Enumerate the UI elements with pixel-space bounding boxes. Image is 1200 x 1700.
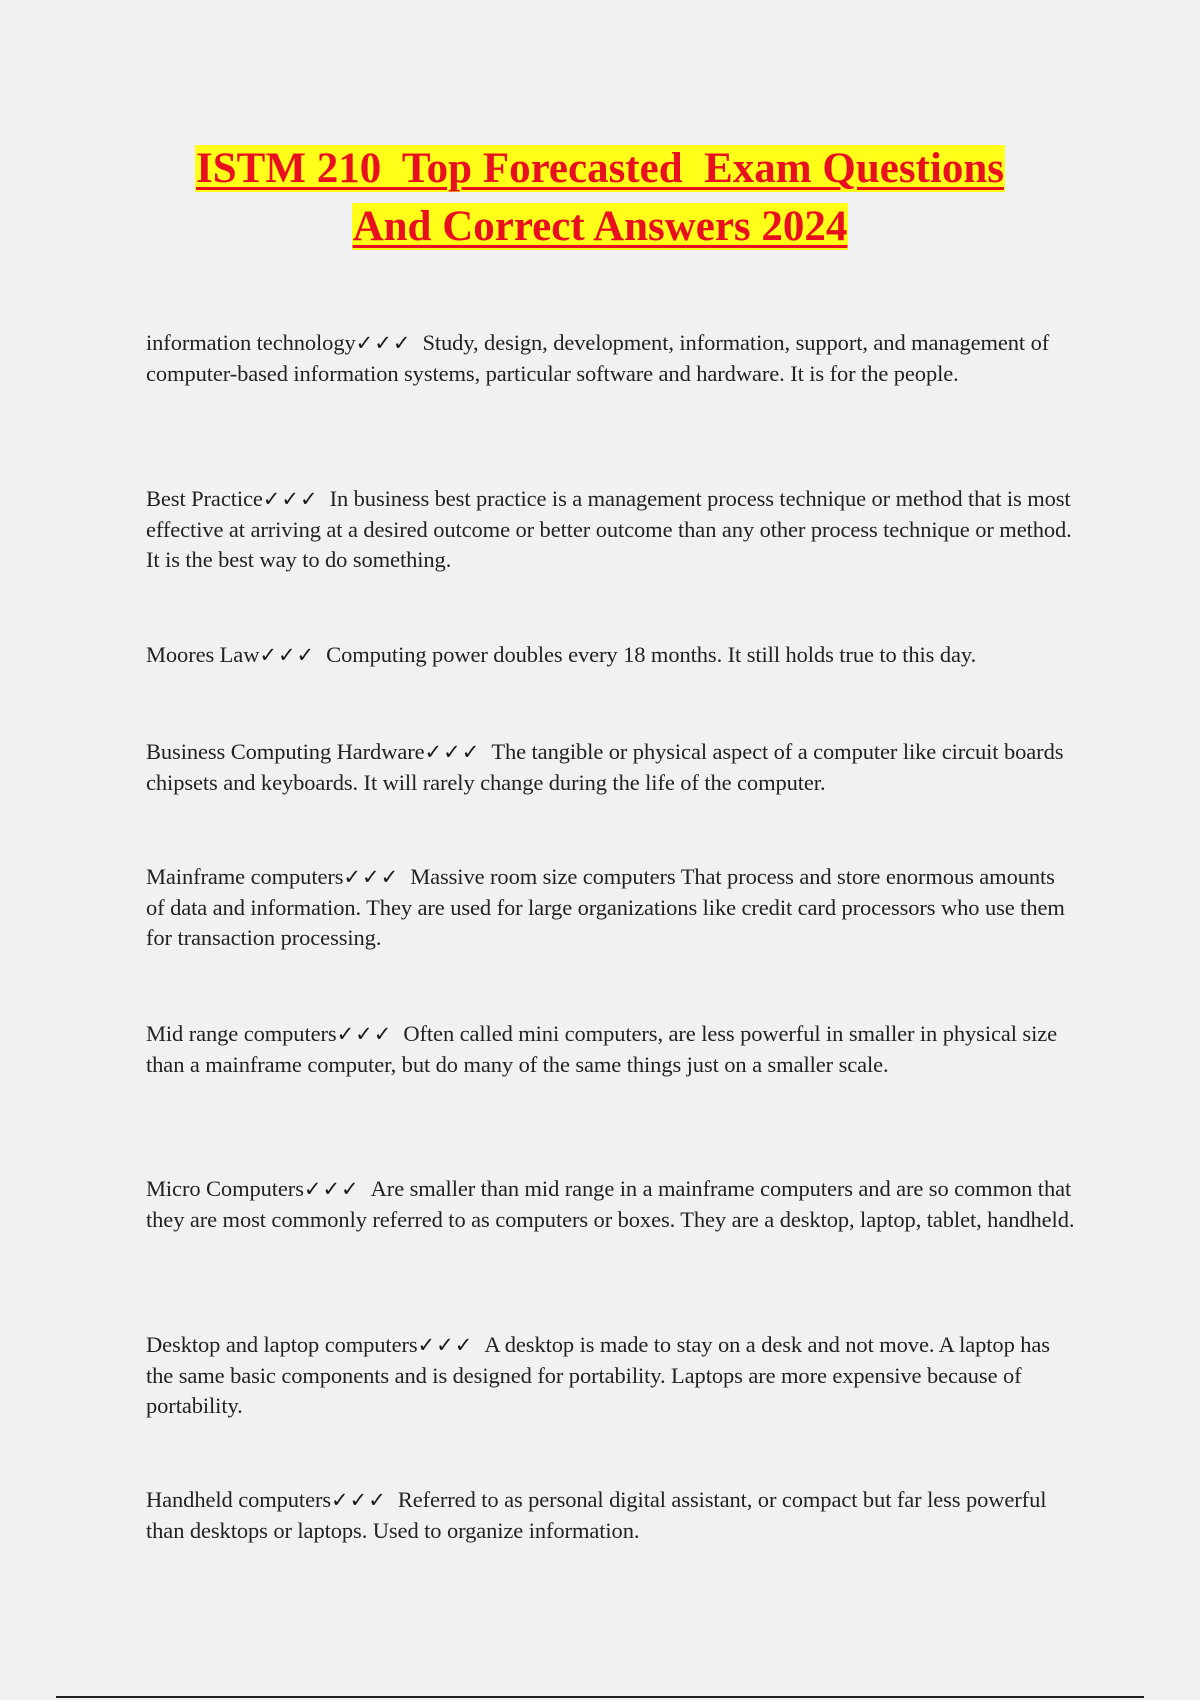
entry-definition: Often called mini computers, are less powerful in smaller in physical size than a mainframe computer, but do many of the same things just on a smaller scale.	[146, 1021, 1058, 1077]
entry-definition: Referred to as personal digital assistant, or compact but far less powerful than desktops or laptops. Used to organize information.	[146, 1487, 1047, 1543]
entry-definition: The tangible or physical aspect of a computer like circuit boards chipsets and keyboards. It will rarely change during the life of the computer.	[146, 739, 1064, 795]
qa-entry	[146, 1019, 1076, 1080]
entry-term: Best Practice	[146, 486, 263, 511]
qa-entry	[146, 1174, 1076, 1235]
qa-entry	[146, 862, 1076, 954]
check-marks-icon: ✓✓✓	[355, 331, 412, 355]
page-bottom-divider	[56, 1696, 1144, 1698]
check-marks-icon: ✓✓✓	[259, 643, 316, 667]
qa-entry	[146, 1485, 1076, 1546]
qa-entry	[146, 484, 1076, 576]
check-marks-icon: ✓✓✓	[331, 1488, 387, 1512]
entry-term: Mid range computers	[146, 1021, 337, 1046]
entry-definition: Computing power doubles every 18 months. It still holds true to this day.	[326, 642, 977, 667]
entry-term: Micro Computers	[146, 1176, 304, 1201]
title-line-2: And Correct Answers 2024	[352, 203, 848, 250]
entry-term: Handheld computers	[146, 1487, 332, 1512]
entry-definition: A desktop is made to stay on a desk and not move. A laptop has the same basic components and is designed for portability. Laptops are more expensive because of portability.	[146, 1332, 1050, 1418]
qa-entry	[146, 1330, 1076, 1422]
title-line-1: ISTM 210 Top Forecasted Exam Questions	[196, 145, 1004, 192]
check-marks-icon: ✓✓✓	[343, 865, 400, 889]
entry-term: Business Computing Hardware	[146, 739, 425, 764]
entry-term: Mainframe computers	[146, 864, 344, 889]
entry-term: information technology	[146, 330, 356, 355]
entry-term: Desktop and laptop computers	[146, 1332, 418, 1357]
check-marks-icon: ✓✓✓	[336, 1022, 393, 1046]
entry-definition: In business best practice is a management process technique or method that is most effective at arriving at a desired outcome or better outcome than any other process technique or method. It is the best way to do something.	[146, 486, 1072, 572]
check-marks-icon: ✓✓✓	[417, 1333, 474, 1357]
qa-entry	[146, 737, 1076, 798]
entry-term: Moores Law	[146, 642, 260, 667]
check-marks-icon: ✓✓✓	[303, 1177, 360, 1201]
check-marks-icon: ✓✓✓	[424, 740, 481, 764]
check-marks-icon: ✓✓✓	[262, 487, 319, 511]
entry-definition: Are smaller than mid range in a mainframe computers and are so common that they are most commonly referred to as computers or boxes. They are a desktop, laptop, tablet, handheld.	[146, 1176, 1075, 1232]
entry-definition: Massive room size computers That process and store enormous amounts of data and information. They are used for large organizations like credit card processors who use them for transaction processing.	[146, 864, 1065, 950]
qa-entry	[146, 328, 1076, 389]
document-title	[130, 140, 1070, 256]
entry-definition: Study, design, development, information, support, and management of computer-based information systems, particular software and hardware. It is for the people.	[146, 330, 1050, 386]
qa-entry	[146, 640, 1076, 671]
